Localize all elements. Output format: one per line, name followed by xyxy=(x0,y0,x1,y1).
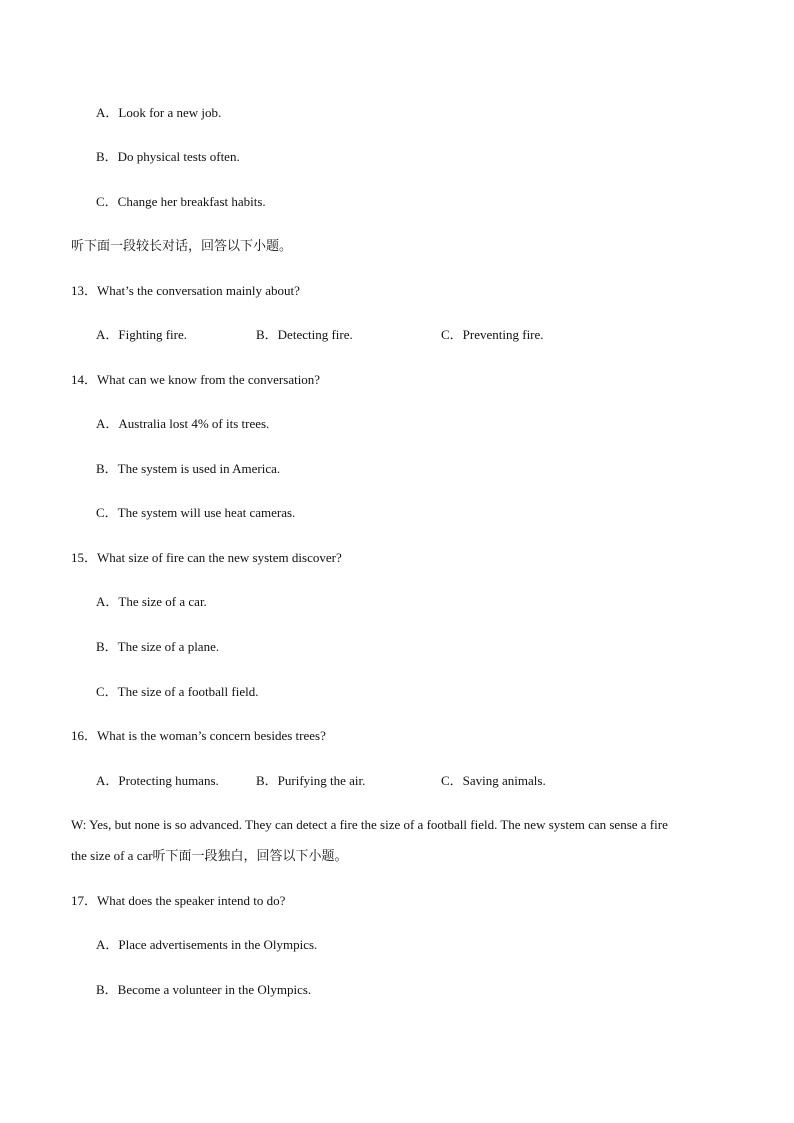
option-16-c: C．Saving animals. xyxy=(441,773,546,788)
transcript-line-1: W: Yes, but none is so advanced. They can detect a fire the size of a football field. The new system can sense a fire xyxy=(71,817,668,832)
question-13: 13．What’s the conversation mainly about? xyxy=(71,283,300,298)
question-15: 15．What size of fire can the new system discover? xyxy=(71,550,342,565)
option-17-b: B．Become a volunteer in the Olympics. xyxy=(96,982,312,997)
option-12-b: B．Do physical tests often. xyxy=(96,149,240,164)
option-17-a: A．Place advertisements in the Olympics. xyxy=(96,937,318,952)
question-16: 16．What is the woman’s concern besides trees? xyxy=(71,728,326,743)
question-17: 17．What does the speaker intend to do? xyxy=(71,893,286,908)
option-14-c: C．The system will use heat cameras. xyxy=(96,505,296,520)
section-instruction: 听下面一段较长对话，回答以下小题。 xyxy=(71,238,293,253)
option-16-a: A．Protecting humans. xyxy=(96,773,219,788)
option-15-b: B．The size of a plane. xyxy=(96,639,220,654)
option-15-a: A．The size of a car. xyxy=(96,594,207,609)
option-14-a: A．Australia lost 4% of its trees. xyxy=(96,416,270,431)
transcript-line-2: the size of a car听下面一段独白，回答以下小题。 xyxy=(71,848,348,863)
question-14: 14．What can we know from the conversation? xyxy=(71,372,321,387)
option-14-b: B．The system is used in America. xyxy=(96,461,281,476)
options-16 xyxy=(96,773,716,789)
option-12-a: A．Look for a new job. xyxy=(96,105,222,120)
option-13-a: A．Fighting fire. xyxy=(96,327,187,342)
option-15-c: C．The size of a football field. xyxy=(96,684,259,699)
option-16-b: B．Purifying the air. xyxy=(256,773,366,788)
option-13-c: C．Preventing fire. xyxy=(441,327,544,342)
options-13 xyxy=(96,327,716,343)
option-12-c: C．Change her breakfast habits. xyxy=(96,194,266,209)
option-13-b: B．Detecting fire. xyxy=(256,327,353,342)
